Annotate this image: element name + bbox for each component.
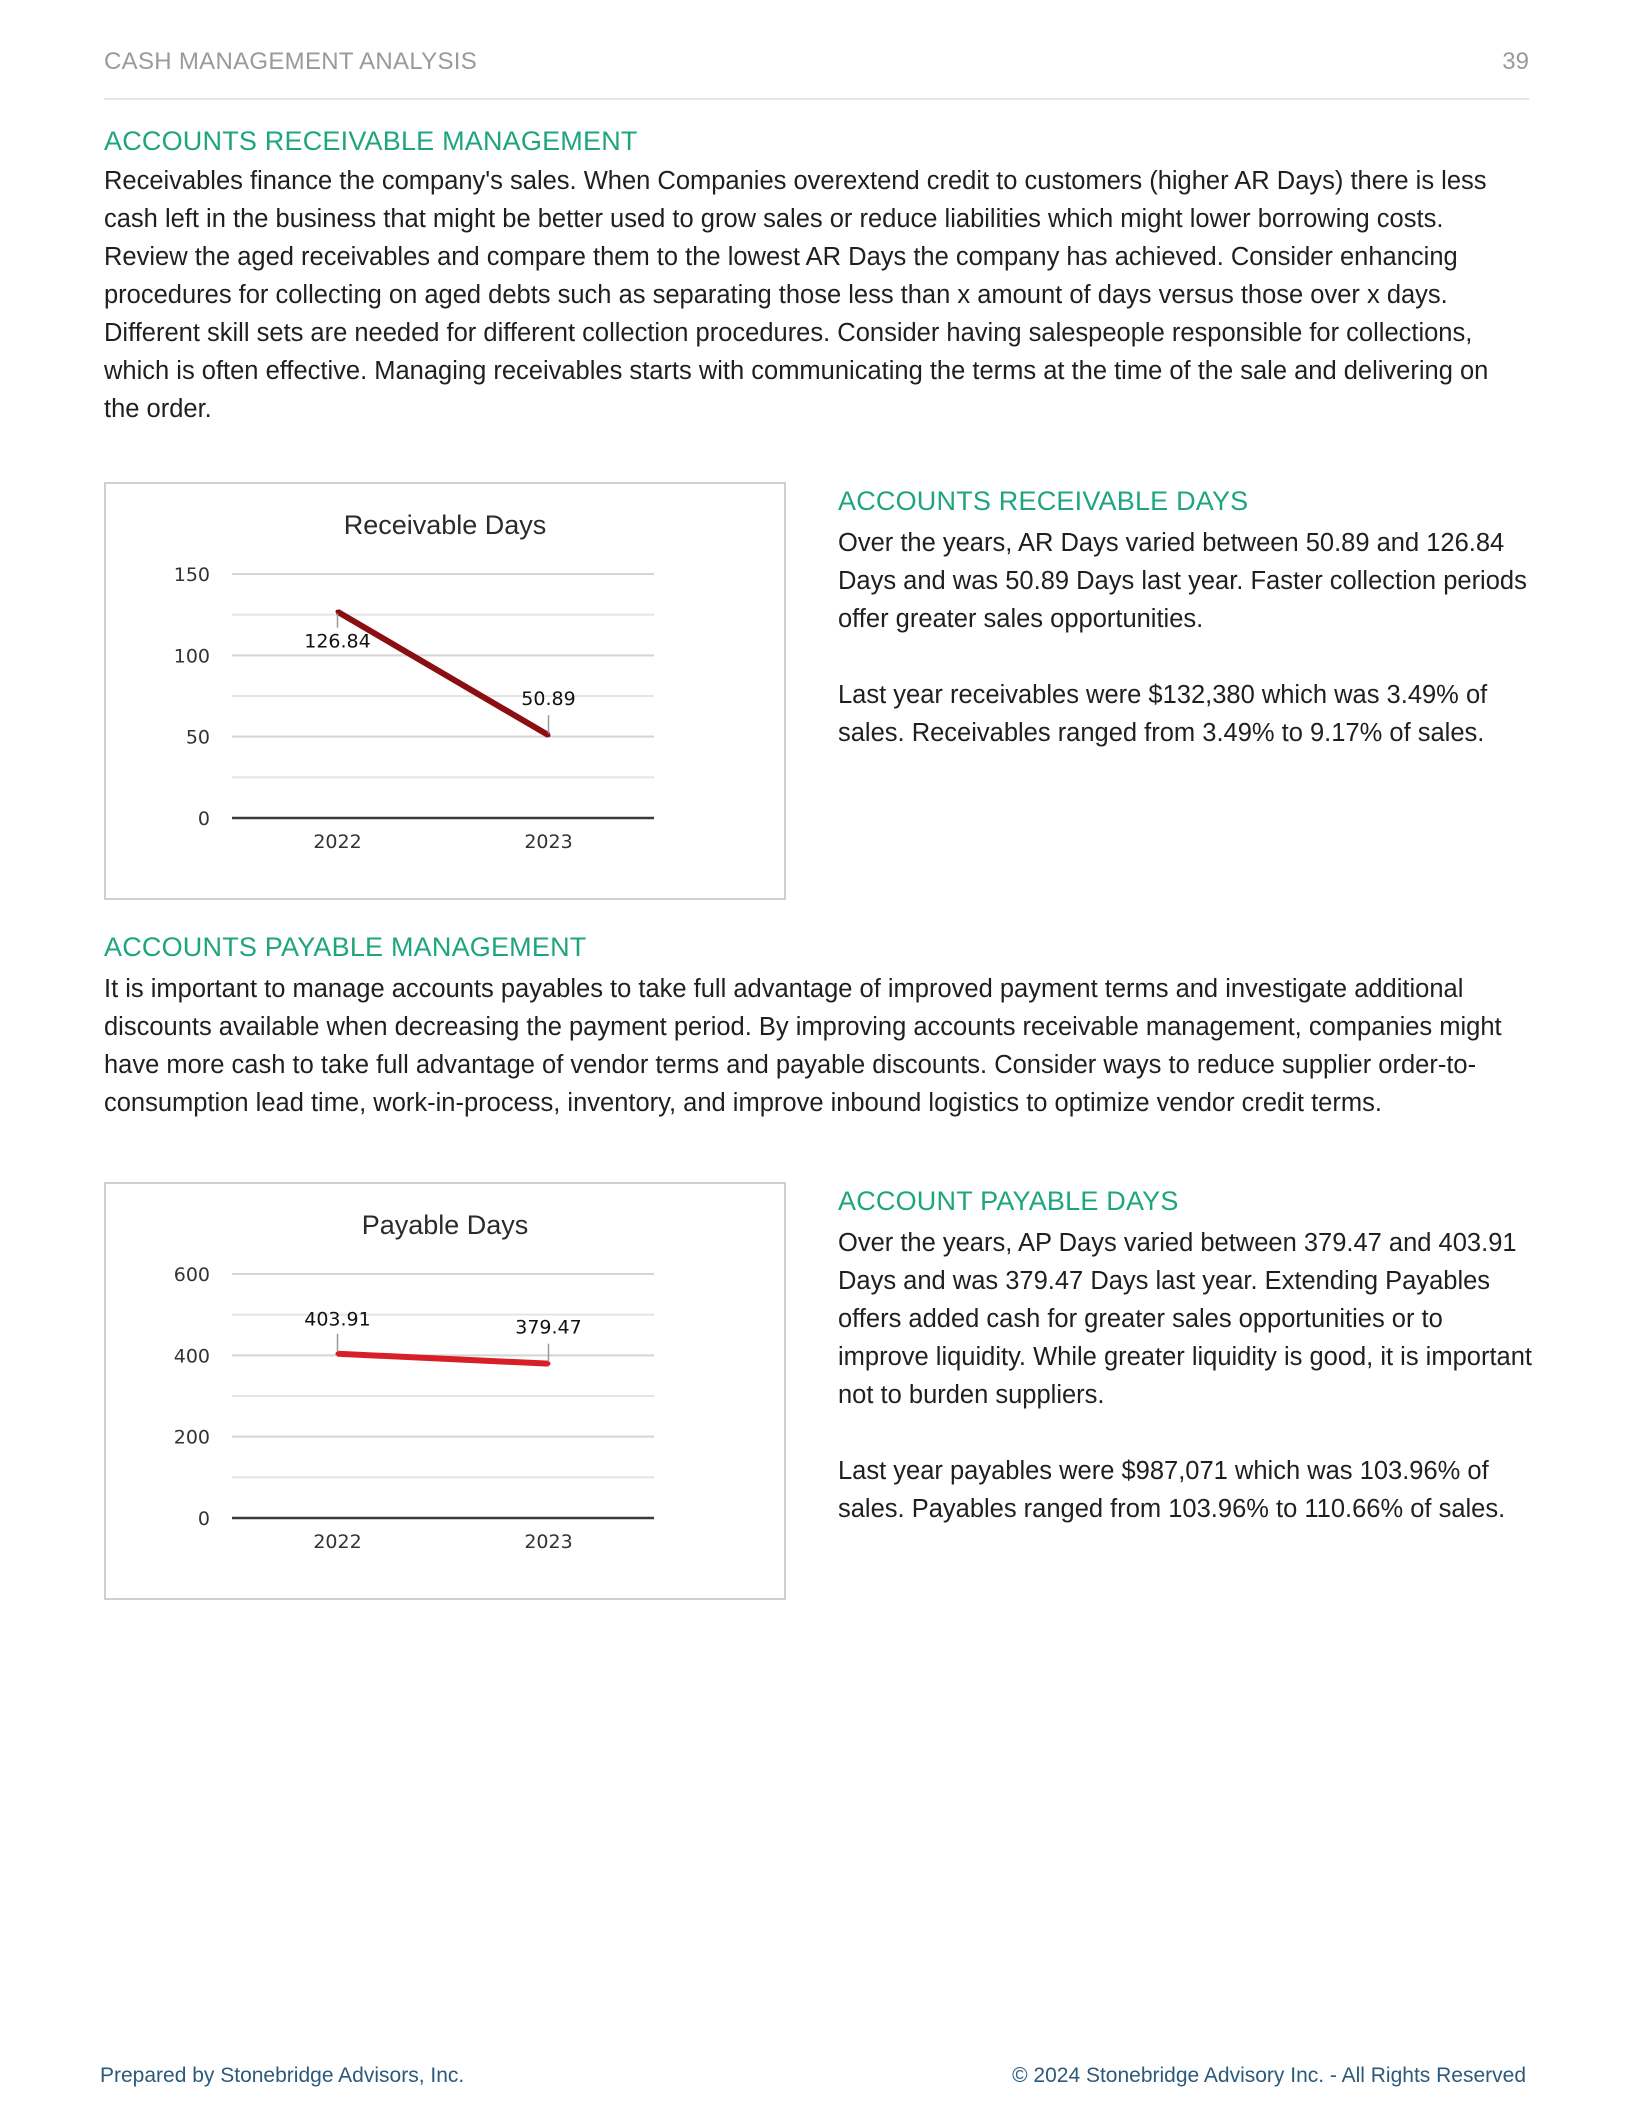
ar-days-text bbox=[838, 524, 1528, 752]
ap-days-paragraph-2: Last year payables were $987,071 which was 103.96% of sales. Payables ranged from 103.96% to 110.66% of sales. bbox=[838, 1457, 1506, 1523]
y-tick-label: 600 bbox=[173, 1264, 210, 1286]
x-tick-label: 2022 bbox=[313, 1531, 362, 1553]
ar-days-paragraph-2: Last year receivables were $132,380 which was 3.49% of sales. Receivables ranged from 3.49% to 9.17% of sales. bbox=[838, 681, 1488, 747]
y-tick-label: 200 bbox=[173, 1426, 210, 1449]
data-point bbox=[547, 733, 551, 737]
payable-days-chart-svg bbox=[106, 1184, 784, 1598]
x-tick-label: 2022 bbox=[313, 831, 362, 853]
y-tick-label: 150 bbox=[173, 564, 210, 586]
receivable-days-chart-svg bbox=[106, 484, 784, 898]
data-point bbox=[336, 610, 340, 614]
x-tick-label: 2023 bbox=[524, 831, 573, 853]
page-number: 39 bbox=[1502, 48, 1529, 75]
ar-management-paragraph: Receivables finance the company's sales. When Companies overextend credit to customers (higher AR Days) there is less cash left in the business that might be better used to grow sales or reduce liabilities which might lower borrowing costs. Review the aged receivables and compare them to the lowest AR Days the company has achieved. Consider enhancing procedures for collecting on aged debts such as separating those less than x amount of days versus those over x days. Different skill sets are needed for different collection procedures. Consider having salespeople responsible for collections, which is often effective. Managing receivables starts with communicating the terms at the time of the sale and delivering on the order. bbox=[104, 167, 1489, 423]
receivable-days-chart bbox=[104, 482, 786, 900]
ar-days-heading: ACCOUNTS RECEIVABLE DAYS bbox=[838, 486, 1249, 516]
x-tick-label: 2023 bbox=[524, 1531, 573, 1553]
y-tick-label: 50 bbox=[185, 726, 210, 749]
header-divider bbox=[104, 98, 1529, 100]
chart-title: Receivable Days bbox=[343, 510, 547, 540]
payable-days-chart bbox=[104, 1182, 786, 1600]
ap-management-paragraph: It is important to manage accounts payables to take full advantage of improved payment terms and investigate additional discounts available when decreasing the payment period. By improving accounts receivable management, companies might have more cash to take full advantage of vendor terms and payable discounts. Consider ways to reduce supplier order-to-consumption lead time, work-in-process, inventory, and improve inbound logistics to optimize vendor credit terms. bbox=[104, 975, 1502, 1117]
ar-management-text bbox=[104, 162, 1529, 428]
ar-management-heading: ACCOUNTS RECEIVABLE MANAGEMENT bbox=[104, 126, 638, 156]
footer-prepared-by: Prepared by Stonebridge Advisors, Inc. bbox=[100, 2064, 465, 2087]
y-tick-label: 0 bbox=[197, 808, 210, 830]
ap-days-paragraph-1: Over the years, AP Days varied between 379.47 and 403.91 Days and was 379.47 Days last year. Extending Payables offers added cash for greater sales opportunities or to improve liquidity. While greater liquidity is good, it is important not to burden suppliers. bbox=[838, 1229, 1532, 1409]
ap-management-heading: ACCOUNTS PAYABLE MANAGEMENT bbox=[104, 932, 587, 962]
data-label: 403.91 bbox=[304, 1308, 371, 1331]
ap-days-heading: ACCOUNT PAYABLE DAYS bbox=[838, 1186, 1179, 1216]
data-label: 50.89 bbox=[521, 688, 576, 711]
data-point bbox=[547, 1362, 551, 1366]
footer-copyright: © 2024 Stonebridge Advisory Inc. - All Rights Reserved bbox=[1012, 2064, 1526, 2087]
header-title: CASH MANAGEMENT ANALYSIS bbox=[104, 48, 478, 75]
chart-title: Payable Days bbox=[361, 1210, 529, 1240]
y-tick-label: 400 bbox=[173, 1345, 210, 1368]
data-point bbox=[336, 1352, 340, 1356]
data-label: 379.47 bbox=[515, 1316, 582, 1339]
y-tick-label: 100 bbox=[173, 645, 210, 668]
data-label: 126.84 bbox=[304, 630, 371, 653]
y-tick-label: 0 bbox=[197, 1508, 210, 1530]
ar-days-paragraph-1: Over the years, AR Days varied between 50.89 and 126.84 Days and was 50.89 Days last year. Faster collection periods offer greater sales opportunities. bbox=[838, 529, 1527, 633]
ap-days-text bbox=[838, 1224, 1538, 1528]
ap-management-text bbox=[104, 970, 1529, 1122]
